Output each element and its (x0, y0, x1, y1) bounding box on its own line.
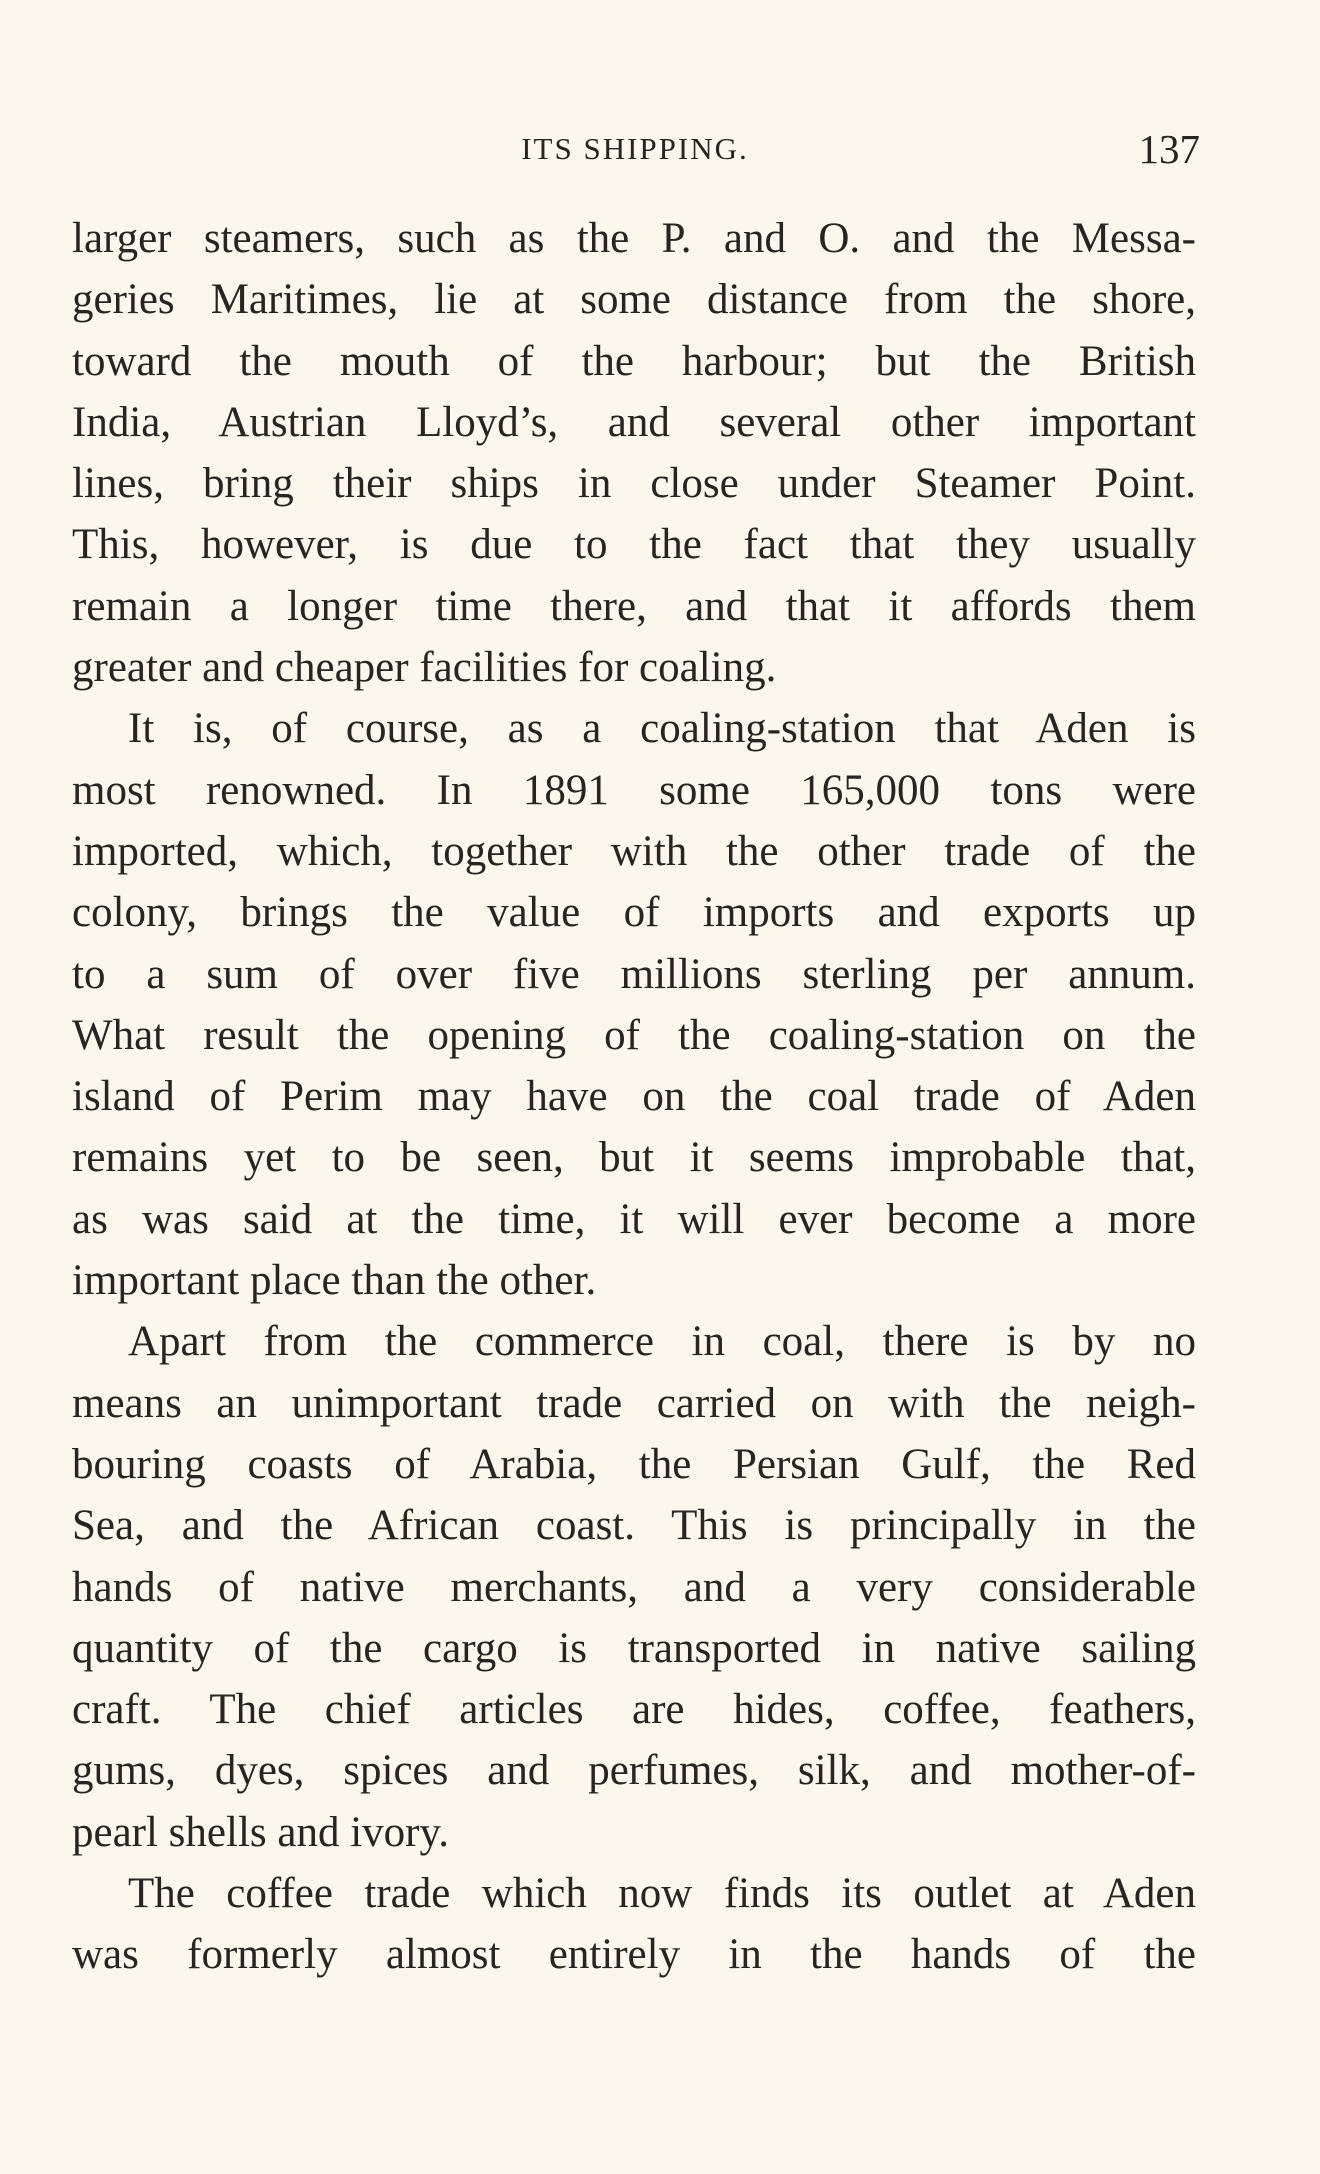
running-head (70, 124, 1200, 174)
text-line: greater and cheaper facilities for coaling. (72, 644, 777, 692)
text-line: bouring coasts of Arabia, the Persian Gulf, the Red (72, 1440, 1196, 1488)
text-line: larger steamers, such as the P. and O. and the Messa- (72, 215, 1196, 262)
text-line: craft. The chief articles are hides, coffee, feathers, (72, 1686, 1196, 1734)
text-line: geries Maritimes, lie at some distance from the shore, (72, 276, 1196, 324)
text-line: lines, bring their ships in close under Steamer Point. (72, 460, 1196, 508)
text-line: important place than the other. (72, 1257, 597, 1305)
paragraph (72, 698, 1196, 1311)
text-line: The coffee trade which now finds its outlet at Aden (128, 1870, 1196, 1918)
paragraph (72, 1311, 1196, 1863)
text-line: most renowned. In 1891 some 165,000 tons were (72, 766, 1196, 814)
text-line: Apart from the commerce in coal, there is by no (128, 1318, 1196, 1366)
running-title: ITS SHIPPING. (521, 131, 749, 166)
text-line: pearl shells and ivory. (72, 1808, 449, 1856)
text-line: India, Austrian Lloyd’s, and several other important (72, 398, 1196, 446)
text-line: toward the mouth of the harbour; but the British (72, 337, 1196, 385)
text-line: remains yet to be seen, but it seems improbable that, (72, 1134, 1196, 1182)
body-text (72, 208, 1196, 1986)
text-line: as was said at the time, it will ever become a more (72, 1195, 1196, 1243)
text-line: What result the opening of the coaling-station on the (72, 1011, 1196, 1059)
text-line: quantity of the cargo is transported in native sailing (72, 1624, 1196, 1672)
text-line: colony, brings the value of imports and exports up (72, 889, 1196, 937)
text-line: means an unimportant trade carried on with the neigh- (72, 1379, 1196, 1427)
paragraph (72, 1863, 1196, 1986)
text-line: gums, dyes, spices and perfumes, silk, and mother-of- (72, 1747, 1196, 1795)
text-line: It is, of course, as a coaling-station that Aden is (128, 705, 1196, 753)
text-line: hands of native merchants, and a very considerable (72, 1563, 1196, 1611)
page-number: 137 (1138, 126, 1200, 172)
text-line: was formerly almost entirely in the hands of the (72, 1931, 1196, 1979)
text-line: This, however, is due to the fact that they usually (72, 521, 1196, 569)
text-line: Sea, and the African coast. This is principally in the (72, 1502, 1196, 1550)
text-line: island of Perim may have on the coal trade of Aden (72, 1073, 1196, 1121)
text-line: remain a longer time there, and that it affords them (72, 582, 1196, 630)
text-line: imported, which, together with the other trade of the (72, 827, 1196, 875)
paragraph (72, 208, 1196, 698)
text-line: to a sum of over five millions sterling per annum. (72, 950, 1196, 998)
